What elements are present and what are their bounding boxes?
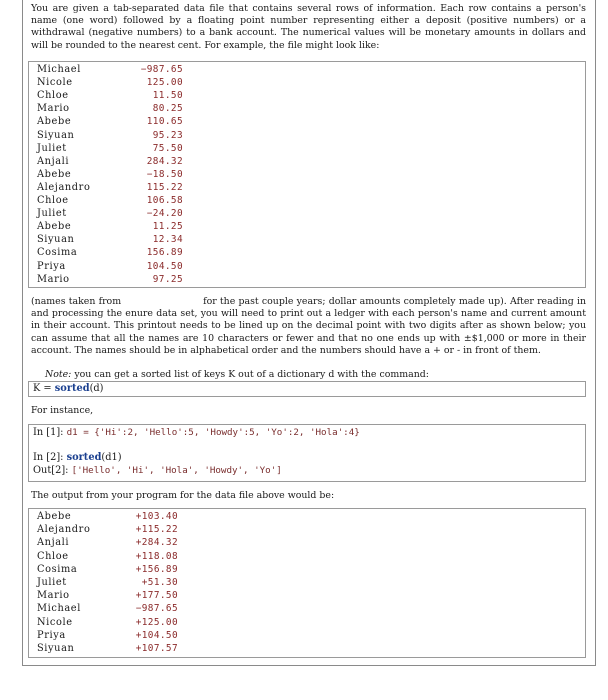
- ledger-row: [33, 156, 233, 168]
- row-name: Abebe: [37, 221, 72, 233]
- row-amount: +284.32: [135, 537, 178, 549]
- row-amount: −987.65: [140, 64, 183, 75]
- row-amount: −987.65: [135, 603, 178, 615]
- row-name: Chloe: [37, 550, 69, 562]
- ledger-row: [33, 169, 233, 181]
- ledger-row: [33, 577, 233, 589]
- instructions-text: for the past couple years; dollar amounts completely made up). After reading in and processing the enure data set, you will need to print out a ledger with each person's name and current amount in their account. This printout needs to be lined up on the decimal point with two digits after as shown below; you can assume that all the names are 10 characters or fewer and that no one ends up with ±$1,000 or more in their account. The names should be in alphabetical order and the numbers should have a + or - in front of them.: [31, 296, 586, 356]
- ledger-row: [33, 182, 233, 194]
- row-amount: 11.25: [152, 221, 183, 233]
- input-data-box: [28, 61, 586, 288]
- instructions-paragraph: [31, 296, 586, 357]
- ledger-row: [33, 130, 233, 142]
- row-name: Chloe: [37, 195, 69, 206]
- command-line: [33, 383, 104, 394]
- row-name: Abebe: [37, 116, 72, 128]
- row-name: Chloe: [37, 90, 69, 102]
- row-amount: −18.50: [146, 168, 183, 180]
- row-name: Nicole: [37, 77, 73, 89]
- ledger-row: [33, 247, 233, 259]
- ledger-row: [33, 234, 233, 246]
- row-name: Mario: [37, 273, 70, 285]
- ledger-row: [33, 551, 233, 563]
- row-name: Abebe: [37, 168, 72, 180]
- ledger-row: [33, 590, 233, 602]
- command-box: [28, 381, 586, 397]
- command-keyword: sorted: [54, 383, 90, 394]
- row-amount: 11.50: [152, 90, 183, 102]
- row-amount: 80.25: [152, 103, 183, 115]
- row-name: Alejandro: [37, 524, 91, 536]
- note-label: Note:: [45, 369, 72, 380]
- row-name: Abebe: [37, 511, 72, 522]
- row-name: Siyuan: [37, 234, 75, 246]
- row-amount: 104.50: [146, 260, 183, 272]
- out2-prompt: Out[2]:: [33, 465, 72, 476]
- ledger-row: [33, 564, 233, 576]
- row-amount: 75.50: [152, 142, 183, 154]
- row-name: Priya: [37, 629, 66, 641]
- row-amount: 125.00: [146, 77, 183, 89]
- row-name: Michael: [37, 64, 81, 75]
- row-name: Juliet: [37, 208, 67, 220]
- row-amount: +107.57: [135, 643, 178, 654]
- ledger-row: [33, 143, 233, 155]
- row-amount: +125.00: [135, 616, 178, 628]
- row-name: Cosima: [37, 247, 78, 259]
- ledger-row: [33, 77, 233, 89]
- row-amount: +104.50: [135, 629, 178, 641]
- row-amount: +103.40: [135, 511, 178, 522]
- in2-keyword: sorted: [66, 452, 102, 463]
- for-instance-text: For instance,: [31, 405, 94, 416]
- names-source-text: (names taken from: [31, 296, 122, 307]
- session-in1: [33, 427, 360, 438]
- row-amount: +118.08: [135, 550, 178, 562]
- command-arg: (d): [89, 383, 104, 394]
- row-name: Anjali: [37, 155, 70, 167]
- ledger-row: [33, 90, 233, 102]
- out2-code: ['Hello', 'Hi', 'Hola', 'Howdy', 'Yo']: [71, 465, 282, 476]
- row-name: Siyuan: [37, 129, 75, 141]
- row-name: Siyuan: [37, 643, 75, 654]
- row-amount: 284.32: [146, 155, 183, 167]
- row-amount: +51.30: [141, 577, 178, 588]
- row-amount: 12.34: [152, 234, 183, 246]
- command-lhs: K =: [33, 383, 55, 394]
- ledger-row: [33, 208, 233, 220]
- in2-arg: (d1): [101, 452, 122, 463]
- output-data-box: [28, 508, 586, 658]
- row-name: Mario: [37, 103, 70, 115]
- ledger-row: [33, 617, 233, 629]
- session-out2: [33, 465, 282, 476]
- row-name: Nicole: [37, 616, 73, 628]
- row-name: Alejandro: [37, 181, 91, 193]
- row-name: Michael: [37, 603, 81, 615]
- row-amount: 110.65: [146, 116, 183, 128]
- row-name: Juliet: [37, 577, 67, 588]
- ledger-row: [33, 643, 233, 655]
- ledger-row: [33, 195, 233, 207]
- ledger-row: [33, 511, 233, 523]
- row-amount: +115.22: [135, 524, 178, 536]
- ledger-row: [33, 103, 233, 115]
- row-amount: 156.89: [146, 247, 183, 259]
- intro-paragraph: You are given a tab-separated data file that contains several rows of information. Each row contains a person's name (one word) followed by a floating point number representing either a deposit (positive numbers) or a withdrawal (negative numbers) to a bank account. The numerical values will be monetary amounts in dollars and will be rounded to the nearest cent. For example, the file might look like:: [31, 3, 586, 51]
- row-name: Juliet: [37, 142, 67, 154]
- ledger-row: [33, 537, 233, 549]
- row-amount: 106.58: [146, 195, 183, 206]
- session-in2: [33, 452, 122, 463]
- ledger-row: [33, 64, 233, 76]
- note-line: [31, 369, 586, 381]
- ledger-row: [33, 274, 233, 286]
- row-amount: 97.25: [152, 273, 183, 285]
- note-text: you can get a sorted list of keys K out of a dictionary d with the command:: [74, 369, 429, 380]
- session-box: [28, 424, 586, 482]
- ledger-row: [33, 116, 233, 128]
- row-name: Mario: [37, 590, 70, 602]
- in2-prompt: In [2]:: [33, 452, 67, 463]
- output-intro-text: The output from your program for the data file above would be:: [31, 490, 335, 501]
- row-name: Anjali: [37, 537, 70, 549]
- ledger-row: [33, 261, 233, 273]
- ledger-row: [33, 630, 233, 642]
- row-name: Priya: [37, 260, 66, 272]
- in1-code: d1 = {'Hi':2, 'Hello':5, 'Howdy':5, 'Yo':2, 'Hola':4}: [66, 427, 360, 438]
- row-amount: 95.23: [152, 129, 183, 141]
- in1-prompt: In [1]:: [33, 427, 67, 438]
- ledger-row: [33, 603, 233, 615]
- row-amount: +156.89: [135, 563, 178, 575]
- row-amount: +177.50: [135, 590, 178, 602]
- ledger-row: [33, 524, 233, 536]
- row-amount: 115.22: [146, 181, 183, 193]
- row-name: Cosima: [37, 563, 78, 575]
- ledger-row: [33, 221, 233, 233]
- row-amount: −24.20: [146, 208, 183, 220]
